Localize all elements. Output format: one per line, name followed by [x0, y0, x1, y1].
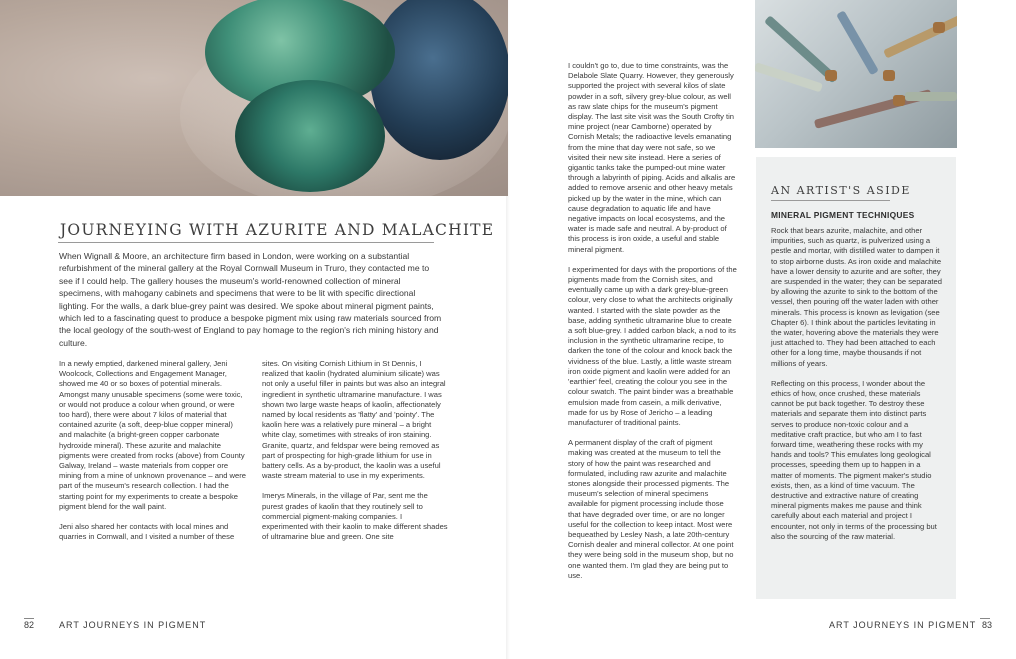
right-column-1: [568, 61, 738, 591]
paragraph: Reflecting on this process, I wonder about the ethics of how, once crushed, these materials cannot be put back together. To destroy these materials and separate them into distinct parts serves to produce non-toxic colour and a meditative craft practice, but who am I to fast forward time, weathering these rocks with my hands and tools? This emulates long geological processes, speeding them up to happen in a matter of moments. The pigment maker's studio exists, then, as a kind of time vacuum. The destructive and extractive nature of creating mineral pigments makes me pause and think carefully about each material and project I encounter, not only in terms of the processing but also the sourcing of the raw material.: [771, 378, 937, 541]
aside-text: [771, 226, 943, 552]
paragraph: Imerys Minerals, in the village of Par, sent me the purest grades of kaolin that they routinely sell to commercial pigment-making companies. I experimented with their kaolin to make different shades of ultramarine blue and green. One site: [262, 491, 448, 542]
vial-ochre: [883, 12, 957, 58]
left-column-2: [262, 359, 450, 552]
paragraph: I experimented for days with the proportions of the pigments made from the Cornish sites, and eventually came up with a dark grey-blue-green colour, very close to what the architects originally wanted. I started with the slate powder as the base, adding synthetic ultramarine blue to create a soft blue-grey. I added carbon black, a nod to its inclusion in the synthetic ultramarine recipe, to darken the tone of the colour and knock back the vividness of the blue. Lastly, a little waste stream iron oxide pigment and kaolin were added for an 'earthier' feel, creating the colour you see in the colour swatch. The paint binder was a breathable emulsion made from casein, a milk derivative, made for us by Rose of Jericho – a leading manufacturer of traditional paints.: [568, 264, 737, 427]
running-head-left: ART JOURNEYS IN PIGMENT: [59, 620, 207, 630]
left-column-1: [59, 359, 247, 552]
aside-subtitle: MINERAL PIGMENT TECHNIQUES: [771, 210, 915, 220]
mineral-photo: [0, 0, 508, 196]
vial-blue: [836, 10, 879, 75]
paragraph: Jeni also shared her contacts with local mines and quarries in Cornwall, and I visited a number of these: [59, 522, 235, 542]
malachite-rock-bottom: [235, 80, 385, 192]
cork: [825, 70, 837, 81]
page-number-left: 82: [24, 620, 35, 630]
cork: [883, 70, 895, 81]
paragraph: In a newly emptied, darkened mineral gallery, Jeni Woolcock, Collections and Engagement Manager, showed me 40 or so boxes of potential minerals. Amongst many unusable specimens (some were toxic, or would not produce a colour when ground, or were too hard), there were about 7 kilos of material that contained azurite (a soft, deep-blue copper mineral) and malachite (a bright-green copper carbonate hydroxide mineral). These azurite and malachite pigments were created from rocks (above) from County Galway, Ireland – waste materials from copper ore mining from a mine of unknown provenance – and were part of the museum's research collection. I had the starting point for my experiments to create a bespoke pigment blend for the wall paint.: [59, 359, 246, 511]
cork: [893, 95, 905, 106]
chapter-heading: JOURNEYING WITH AZURITE AND MALACHITE: [60, 221, 495, 239]
paragraph: sites. On visiting Cornish Lithium in St Dennis, I realized that kaolin (hydrated aluminium silicate) was not only a useful filler in paints but was also an integral ingredient in synthetic ultramarine manufacture. I was shown two large waste heaps of kaolin, affectionately named by local residents as 'flatty' and 'pointy'. The kaolin here was a relatively pure mineral – a bright white clay, sometimes with streaks of iron staining. Granite, quartz, and feldspar were being removed as part of prospecting for high-grade lithium for use in battery cells. As a by-product, the kaolin was a useful waste stream material to use in my experiments.: [262, 359, 446, 481]
heading-rule: [58, 242, 434, 243]
cork: [933, 22, 945, 33]
vial-sage: [905, 92, 957, 101]
paragraph: Rock that bears azurite, malachite, and other impurities, such as quartz, is pulverized using a pestle and mortar, with distilled water to dampen it to stop airborne dusts. As iron oxide and malachite have a lower density to azurite and are softer, they are suspended in the water; they can be separated by allowing the azurite to sink to the bottom of the vessel, then pouring off the water laden with other minerals. This process is known as levigation (see Chapter 6). I think about the particles levitating in the water, hovering above the materials they were just attached to. They had been attached to each other for a long time, maybe thousands if not millions of years.: [771, 226, 942, 368]
aside-title: AN ARTIST'S ASIDE: [771, 184, 911, 197]
folio-rule-left: [24, 618, 34, 619]
paragraph: A permanent display of the craft of pigment making was created at the museum to tell the story of how the paint was researched and formulated, including raw azurite and malachite stones alongside their processed pigments. The museum's selection of mineral specimens available for pigment processing include those that have degraded over time, or are no longer useful for the collection to keep intact. Most were bequeathed by Lesley Nash, a late 20th-century Cornish dealer and mineral collector. At one point they were being sold in the museum shop, but no one wanted them. I'm glad they are being put to use.: [568, 438, 734, 580]
pigment-vials-photo: [755, 0, 957, 148]
vial-pale: [755, 62, 823, 92]
azurite-rock: [370, 0, 508, 160]
paragraph: I couldn't go to, due to time constraints, was the Delabole Slate Quarry. However, they generously supported the project with several kilos of slate powder in a soft, silvery grey-blue colour, as well as raw slate chips for the museum's pigment display. The last site visit was the South Crofty tin mine project (near Camborne) operated by Cornish Metals; the radioactive levels emanating from the mine that day were not safe, so we visited their new site instead. Here a series of gigantic tanks take the pumped-out mine water through a labyrinth of piping. Acids and alkalis are added to remove arsenic and other heavy metals picked up by the water in the mine, which can cause degradation to aquatic life and have negative impacts on local ecosystems, and the water is made safe and neutral. A by-product of this process is iron oxide, a useful and stable mineral pigment.: [568, 61, 736, 254]
folio-rule-right: [980, 618, 990, 619]
page-number-right: 83: [982, 620, 993, 630]
running-head-right: ART JOURNEYS IN PIGMENT: [829, 620, 977, 630]
aside-rule: [771, 200, 890, 201]
intro-paragraph: When Wignall & Moore, an architecture firm based in London, were working on a substantial refurbishment of the mineral gallery at the Royal Cornwall Museum in Truro, they contacted me to see if I could help. The gallery houses the museum's world-renowned collection of mineral specimens, with mahogany cabinets and specimens that were to be lit with specific directional lighting. For the walls, a dark blue-grey paint was desired. We spoke about mineral pigment paints, which led to a fascinating quest to produce a bespoke pigment mix using raw materials sourced from the local geology of the south-west of England to pay homage to the region's rich mining history and culture.: [59, 251, 442, 348]
